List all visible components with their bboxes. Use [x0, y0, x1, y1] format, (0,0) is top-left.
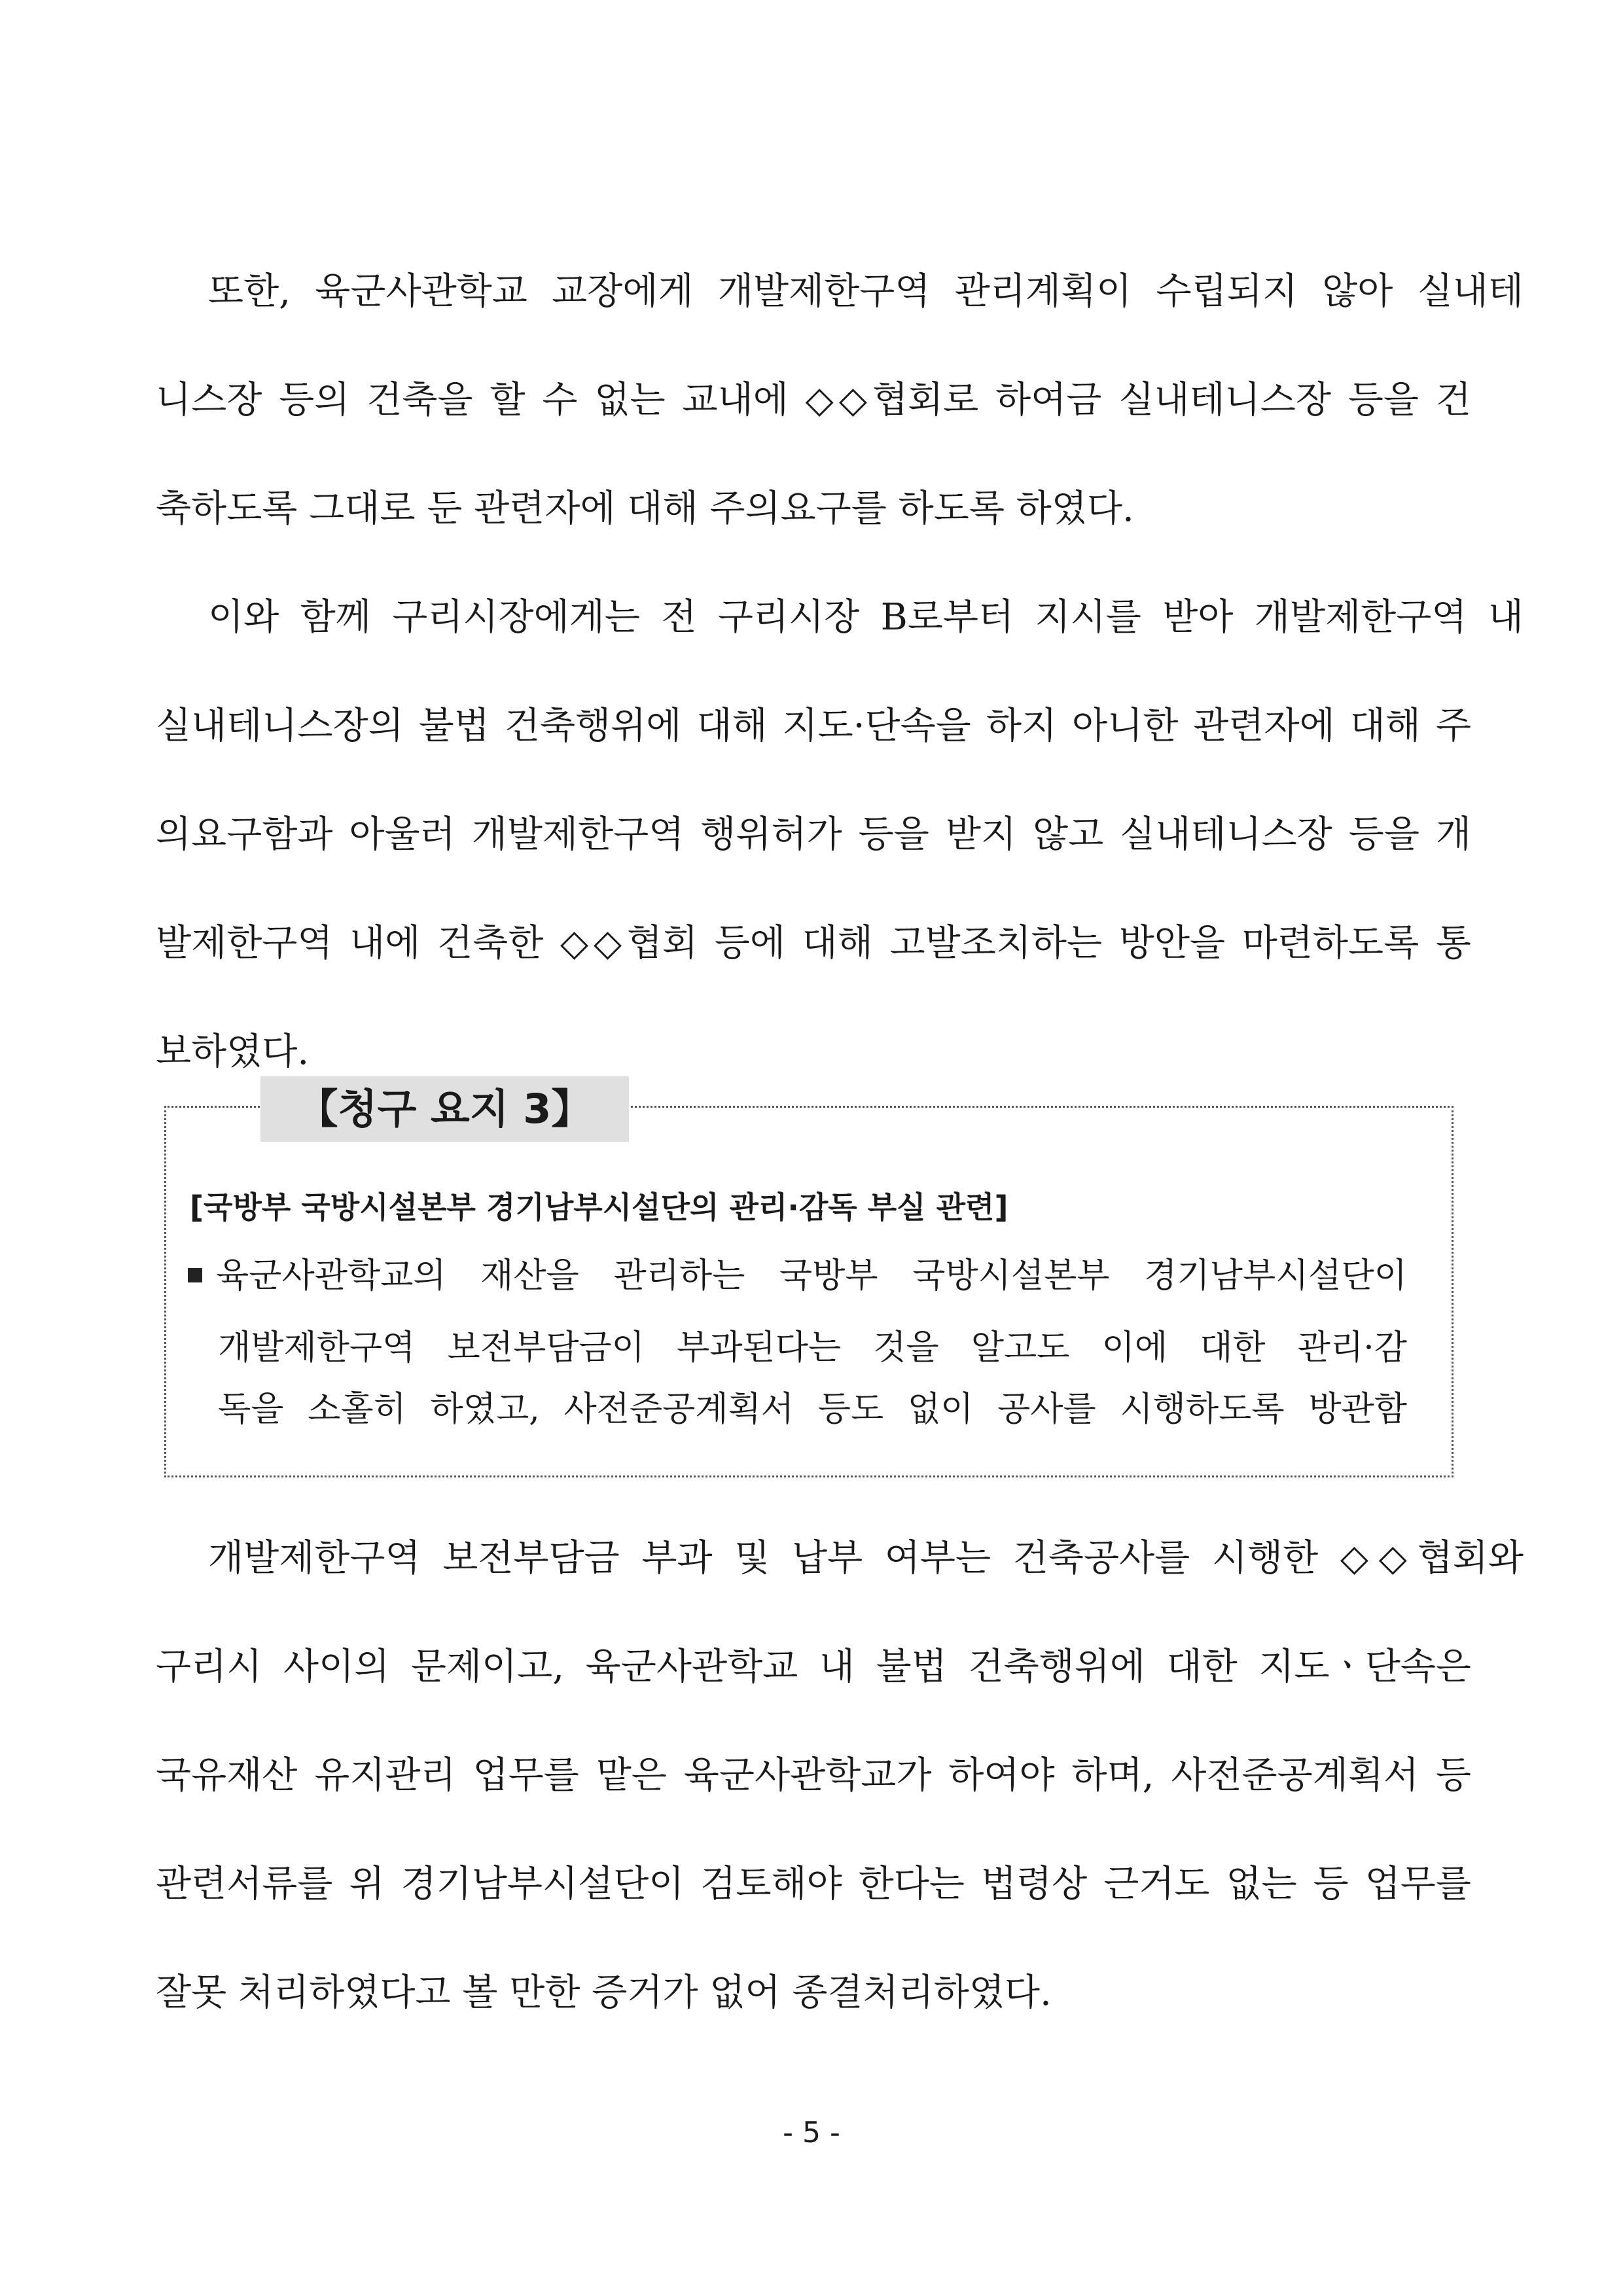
paragraph3-line2: 구리시 사이의 문제이고, 육군사관학교 내 불법 건축행위에 대한 지도ㆍ단속은	[156, 1646, 1471, 1688]
square-bullet-icon	[188, 1268, 202, 1282]
claim-box-subtitle: [국방부 국방시설본부 경기남부시설단의 관리·감독 부실 관련]	[190, 1190, 1008, 1225]
paragraph2-line3: 의요구함과 아울러 개발제한구역 행위허가 등을 받지 않고 실내테니스장 등을 개	[156, 813, 1471, 856]
paragraph2-line4: 발제한구역 내에 건축한 ◇◇협회 등에 대해 고발조치하는 방안을 마련하도록 통	[156, 922, 1471, 964]
paragraph3-line5: 잘못 처리하였다고 볼 만한 증거가 없어 종결처리하였다.	[156, 1971, 1052, 2014]
paragraph3-line3: 국유재산 유지관리 업무를 맡은 육군사관학교가 하여야 하며, 사전준공계획서 등	[156, 1754, 1471, 1797]
paragraph2-line5: 보하였다.	[156, 1031, 310, 1073]
claim-box-title: 【청구 요지 3】	[260, 1076, 629, 1142]
paragraph2-line1: 이와 함께 구리시장에게는 전 구리시장 B로부터 지시를 받아 개발제한구역 내	[208, 596, 1524, 639]
paragraph2-line2: 실내테니스장의 불법 건축행위에 대해 지도·단속을 하지 아니한 관련자에 대해 주	[156, 705, 1471, 747]
claim-bullet-line3: 독을 소홀히 하였고, 사전준공계획서 등도 없이 공사를 시행하도록 방관함	[218, 1390, 1407, 1429]
claim-bullet-line1: 육군사관학교의 재산을 관리하는 국방부 국방시설본부 경기남부시설단이	[216, 1256, 1407, 1296]
paragraph1-line2: 니스장 등의 건축을 할 수 없는 교내에 ◇◇협회로 하여금 실내테니스장 등을 건	[156, 379, 1471, 421]
claim-bullet-line2: 개발제한구역 보전부담금이 부과된다는 것을 알고도 이에 대한 관리·감	[218, 1328, 1407, 1368]
paragraph3-line4: 관련서류를 위 경기남부시설단이 검토해야 한다는 법령상 근거도 없는 등 업무를	[156, 1863, 1471, 1905]
paragraph3-line1: 개발제한구역 보전부담금 부과 및 납부 여부는 건축공사를 시행한 ◇◇협회와	[208, 1537, 1524, 1580]
paragraph1-line3: 축하도록 그대로 둔 관련자에 대해 주의요구를 하도록 하였다.	[156, 487, 1134, 530]
page-number: - 5 -	[783, 2116, 840, 2149]
paragraph1-line1: 또한, 육군사관학교 교장에게 개발제한구역 관리계획이 수립되지 않아 실내테	[208, 270, 1524, 313]
